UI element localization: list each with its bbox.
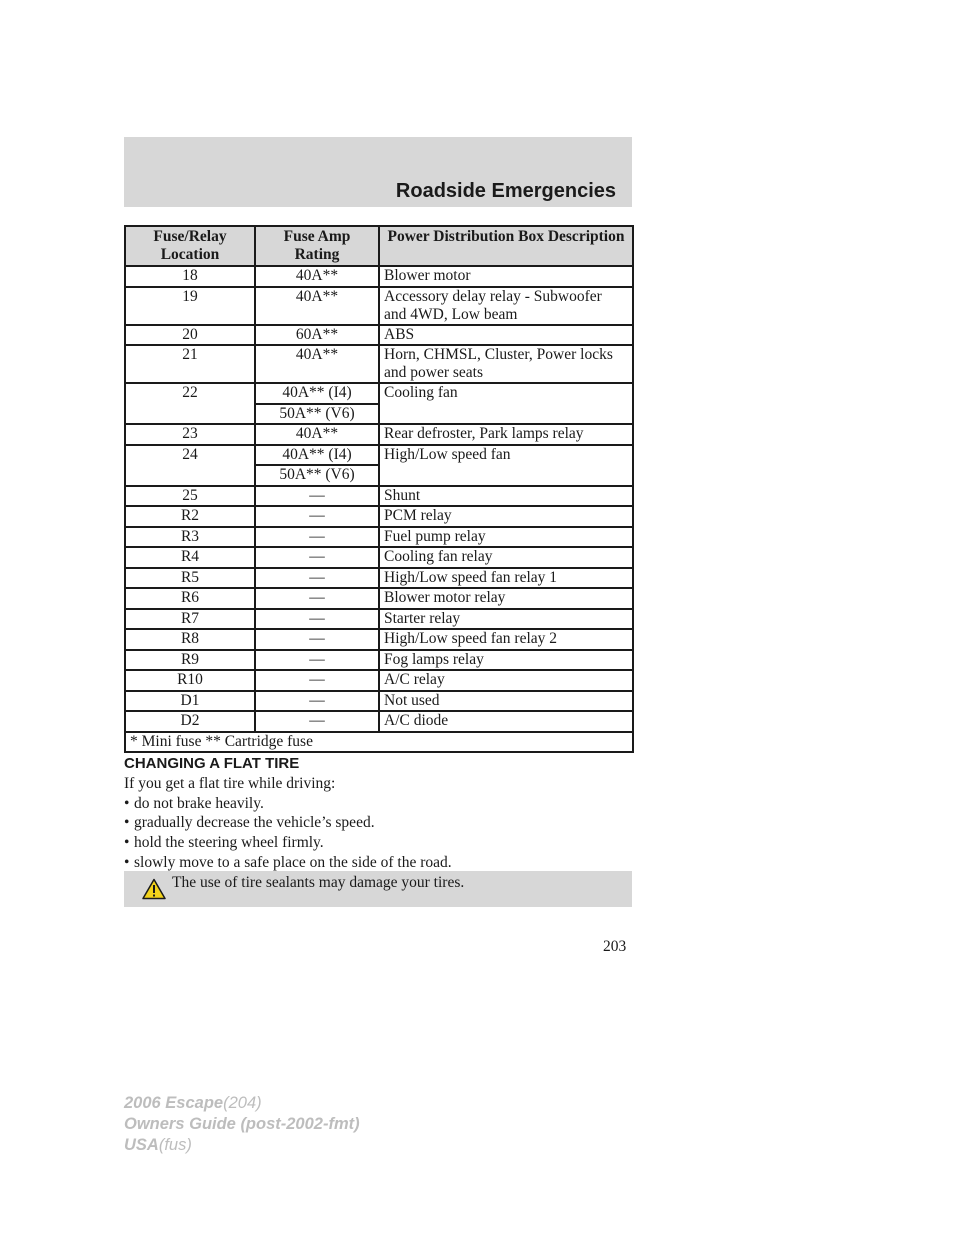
cell-location: D2 [125, 711, 255, 732]
cell-amp-rating: 50A** (V6) [255, 465, 379, 486]
cell-description: Fog lamps relay [379, 650, 633, 671]
header-band [124, 137, 632, 207]
footer-line: USA(fus) [124, 1136, 192, 1154]
section-heading: CHANGING A FLAT TIRE [124, 755, 300, 772]
cell-location: R10 [125, 670, 255, 691]
list-item-text: gradually decrease the vehicle’s speed. [134, 814, 375, 832]
cell-location: R4 [125, 547, 255, 568]
cell-amp-rating: — [255, 609, 379, 630]
list-item-text: do not brake heavily. [134, 794, 264, 812]
table-footnote-row [125, 732, 633, 752]
cell-description: High/Low speed fan relay 2 [379, 629, 633, 650]
table-row [125, 266, 633, 287]
cell-location: 22 [125, 383, 255, 424]
cell-amp-rating: 60A** [255, 325, 379, 346]
table-row [125, 383, 633, 404]
table-footnote: * Mini fuse ** Cartridge fuse [125, 732, 633, 752]
cell-amp-rating: 40A** [255, 345, 379, 383]
cell-description: Horn, CHMSL, Cluster, Power locks and power seats [379, 345, 633, 383]
table-header-row [125, 226, 633, 266]
cell-description: High/Low speed fan [379, 445, 633, 486]
column-header-description: Power Distribution Box Description [379, 226, 633, 266]
fuse-table [124, 225, 634, 753]
column-header-location: Fuse/Relay Location [125, 226, 255, 266]
cell-location: R9 [125, 650, 255, 671]
cell-description: ABS [379, 325, 633, 346]
cell-location: R8 [125, 629, 255, 650]
warning-text: The use of tire sealants may damage your tires. [172, 874, 465, 891]
bullet-glyph: • [124, 794, 130, 812]
table-row [125, 588, 633, 609]
cell-amp-rating: — [255, 527, 379, 548]
bullet-list [124, 794, 632, 873]
table-row [125, 609, 633, 630]
warning-triangle-icon [142, 878, 166, 900]
cell-location: D1 [125, 691, 255, 712]
cell-amp-rating: 40A** [255, 287, 379, 325]
cell-amp-rating: 50A** (V6) [255, 404, 379, 425]
cell-description: Blower motor [379, 266, 633, 287]
table-row [125, 424, 633, 445]
cell-amp-rating: — [255, 568, 379, 589]
cell-description: Cooling fan relay [379, 547, 633, 568]
table-row [125, 650, 633, 671]
cell-amp-rating: — [255, 691, 379, 712]
footer-line: Owners Guide (post-2002-fmt) [124, 1115, 360, 1133]
cell-amp-rating: — [255, 547, 379, 568]
flat-tire-section [124, 754, 632, 873]
list-item [124, 813, 632, 833]
cell-amp-rating: 40A** [255, 266, 379, 287]
table-row [125, 486, 633, 507]
cell-description: Fuel pump relay [379, 527, 633, 548]
cell-amp-rating: — [255, 588, 379, 609]
list-item-text: hold the steering wheel firmly. [134, 834, 324, 852]
cell-amp-rating: 40A** (I4) [255, 383, 379, 404]
bullet-glyph: • [124, 834, 130, 852]
cell-location: 18 [125, 266, 255, 287]
table-row [125, 547, 633, 568]
cell-description: A/C diode [379, 711, 633, 732]
cell-amp-rating: — [255, 650, 379, 671]
cell-description: Starter relay [379, 609, 633, 630]
table-row [125, 691, 633, 712]
bullet-glyph: • [124, 853, 130, 871]
page-number: 203 [603, 938, 627, 955]
table-row [125, 345, 633, 383]
list-item [124, 853, 632, 873]
cell-description: Accessory delay relay - Subwoofer and 4WD, Low beam [379, 287, 633, 325]
table-row [125, 629, 633, 650]
cell-location: R5 [125, 568, 255, 589]
list-item-text: slowly move to a safe place on the side of the road. [134, 853, 452, 871]
cell-location: 24 [125, 445, 255, 486]
cell-description: Cooling fan [379, 383, 633, 424]
cell-location: 20 [125, 325, 255, 346]
table-row [125, 568, 633, 589]
cell-amp-rating: — [255, 711, 379, 732]
warning-box [124, 871, 632, 907]
cell-amp-rating: — [255, 486, 379, 507]
list-item [124, 794, 632, 814]
cell-location: R6 [125, 588, 255, 609]
footer-line: 2006 Escape(204) [124, 1094, 262, 1112]
cell-location: R3 [125, 527, 255, 548]
cell-amp-rating: — [255, 506, 379, 527]
cell-location: R7 [125, 609, 255, 630]
cell-description: Rear defroster, Park lamps relay [379, 424, 633, 445]
cell-amp-rating: — [255, 670, 379, 691]
table-row [125, 670, 633, 691]
cell-location: R2 [125, 506, 255, 527]
table-row [125, 287, 633, 325]
cell-description: A/C relay [379, 670, 633, 691]
table-row [125, 325, 633, 346]
table-row [125, 506, 633, 527]
section-intro: If you get a flat tire while driving: [124, 774, 336, 792]
cell-description: Shunt [379, 486, 633, 507]
cell-location: 23 [125, 424, 255, 445]
cell-amp-rating: 40A** (I4) [255, 445, 379, 466]
cell-description: PCM relay [379, 506, 633, 527]
footer [124, 1093, 360, 1156]
cell-description: High/Low speed fan relay 1 [379, 568, 633, 589]
section-title: Roadside Emergencies [395, 180, 616, 202]
column-header-amp-rating: Fuse Amp Rating [255, 226, 379, 266]
cell-description: Blower motor relay [379, 588, 633, 609]
table-row [125, 711, 633, 732]
cell-amp-rating: — [255, 629, 379, 650]
cell-location: 25 [125, 486, 255, 507]
cell-location: 19 [125, 287, 255, 325]
bullet-glyph: • [124, 814, 130, 832]
table-row [125, 445, 633, 466]
table-row [125, 527, 633, 548]
list-item [124, 833, 632, 853]
cell-description: Not used [379, 691, 633, 712]
cell-amp-rating: 40A** [255, 424, 379, 445]
cell-location: 21 [125, 345, 255, 383]
